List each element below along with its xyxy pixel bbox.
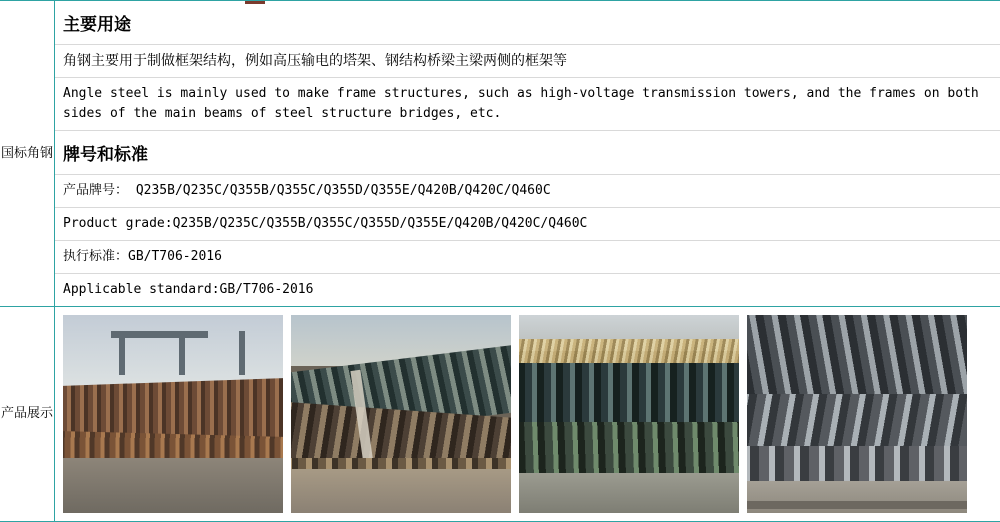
row-label-product-display: [0, 307, 55, 522]
photo3-bundle-bottom: [519, 422, 739, 477]
usage-text-en: Angle steel is mainly used to make frame structures, such as high-voltage transmission towers, and the frames on both sides of the main beams of steel structure bridges, etc.: [55, 78, 1000, 131]
grade-heading-row: [55, 131, 1000, 175]
grade-cn-row: [55, 175, 1000, 208]
gallery-content: [55, 307, 1000, 522]
standard-text-en: Applicable standard:GB/T706-2016: [55, 274, 1000, 307]
photo2-ground: [291, 469, 511, 513]
description-content: [55, 1, 1000, 307]
photo4-bundle-top: [747, 315, 967, 402]
product-photo-2[interactable]: [291, 315, 511, 513]
photo4-bundle-mid: [747, 394, 967, 453]
spec-row-gallery: [0, 307, 1000, 522]
usage-en-row: [55, 78, 1000, 131]
usage-cn-row: [55, 45, 1000, 78]
product-photo-gallery: [55, 307, 1000, 521]
usage-text-cn: 角钢主要用于制做框架结构，例如高压输电的塔架、钢结构桥梁主梁两侧的框架等: [55, 45, 1000, 78]
row-label-text-gallery: 产品展示: [1, 407, 53, 422]
photo4-rail: [747, 501, 967, 509]
usage-heading-row: [55, 1, 1000, 45]
row-label-national-standard-angle-steel: [0, 1, 55, 307]
description-rows: [55, 1, 1000, 306]
grade-en-row: [55, 208, 1000, 241]
grade-text-en: Product grade:Q235B/Q235C/Q355B/Q355C/Q355D/Q355E/Q420B/Q420C/Q460C: [55, 208, 1000, 241]
standard-cn-row: [55, 241, 1000, 274]
gantry-crane-icon: [111, 327, 208, 371]
photo1-ground: [63, 458, 283, 513]
product-photo-1[interactable]: [63, 315, 283, 513]
row-label-text: 国标角钢: [1, 147, 53, 162]
grade-text-cn: 产品牌号： Q235B/Q235C/Q355B/Q355C/Q355D/Q355E/Q420B/Q420C/Q460C: [55, 175, 1000, 208]
top-accent-stub: [245, 1, 265, 4]
standard-text-cn: 执行标准：GB/T706-2016: [55, 241, 1000, 274]
grade-heading: 牌号和标准: [55, 131, 1000, 175]
photo3-bundle-top: [519, 363, 739, 430]
photo3-ground: [519, 473, 739, 513]
product-photo-3[interactable]: [519, 315, 739, 513]
spec-table: [0, 1, 1000, 522]
spec-row-description: [0, 1, 1000, 307]
usage-heading: 主要用途: [55, 1, 1000, 45]
product-photo-4[interactable]: [747, 315, 967, 513]
standard-en-row: [55, 274, 1000, 307]
